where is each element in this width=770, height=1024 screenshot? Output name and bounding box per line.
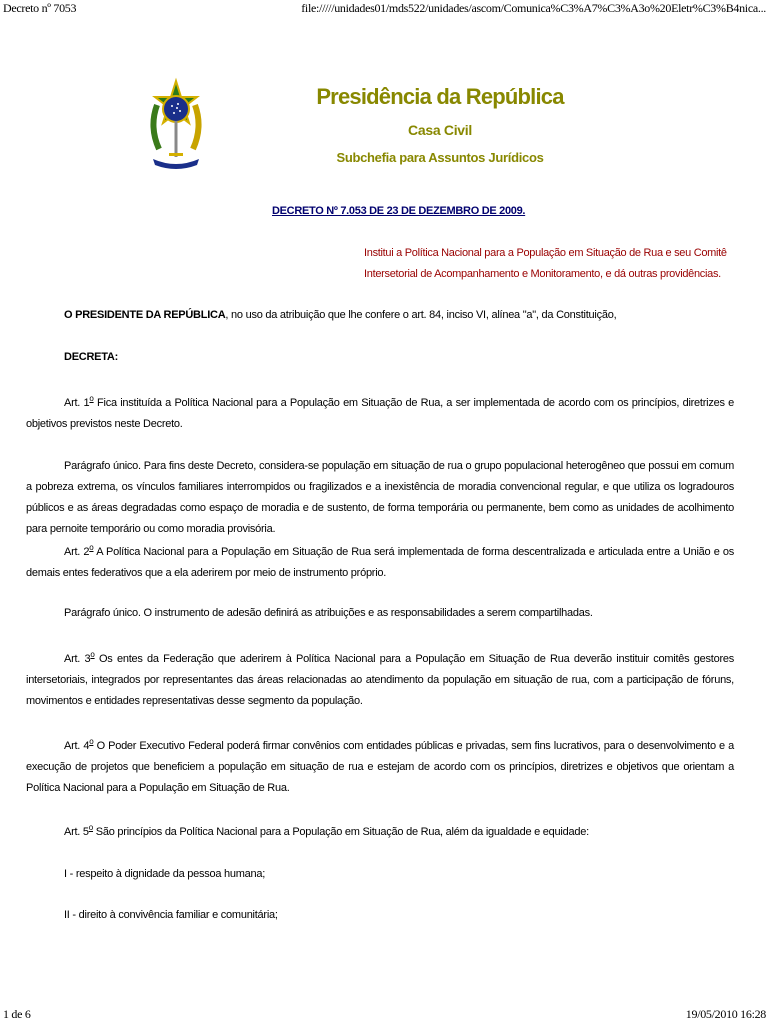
article-number: Art. 4 [64,740,90,752]
principle-item-2: II - direito à convivência familiar e comunitária; [64,909,278,921]
preamble-bold: O PRESIDENTE DA REPÚBLICA [64,309,226,321]
article-number: Art. 2 [64,546,90,558]
ementa: Institui a Política Nacional para a População em Situação de Rua e seu Comitê Intersetorial de Acompanhamento e Monitoramento, e dá outras providências. [364,247,727,280]
article-5 [26,822,734,843]
masthead-department: Subchefia para Assuntos Jurídicos [336,150,544,165]
ordinal-superscript: o [89,737,94,746]
masthead-subtitle: Casa Civil [408,122,472,138]
article-number: Art. 5 [64,826,89,838]
article-2-paragraph: Parágrafo único. O instrumento de adesão definirá as atribuições e as responsabilidades a serem compartilhadas. [64,607,593,619]
ordinal-superscript: o [89,394,94,403]
ordinal-superscript: o [89,543,94,552]
decreta-heading: DECRETA: [64,351,119,363]
article-1-paragraph: Parágrafo único. Para fins deste Decreto, considera-se população em situação de rua o grupo populacional heterogêneo que possui em comum a pobreza extrema, os vínculos familiares interrompidos ou fragilizados e a inexistência de moradia convencional regular, e que utiliza os logradouros públicos e as áreas degradadas como espaço de moradia e de sustento, de forma temporária ou permanente, bem como as unidades de acolhimento para pernoite temporário ou como moradia provisória. [26,460,734,535]
principle-item-1: I - respeito à dignidade da pessoa humana; [64,868,266,880]
page-counter: 1 de 6 [3,1007,31,1021]
article-4 [26,736,734,799]
ordinal-superscript: o [90,650,95,659]
article-3 [26,649,734,712]
browser-header-url: file://///unidades01/mds522/unidades/ascom/Comunica%C3%A7%C3%A3o%20Eletr%C3%B4nica... [301,1,766,15]
article-2 [26,542,734,584]
article-text: Fica instituída a Política Nacional para a População em Situação de Rua, a ser implementada de acordo com os princípios, diretrizes e objetivos previstos neste Decreto. [26,397,734,430]
brazil-coat-of-arms-icon [147,77,205,169]
print-timestamp: 19/05/2010 16:28 [685,1007,766,1021]
article-text: Os entes da Federação que aderirem à Política Nacional para a População em Situação de Rua deverão instituir comitês gestores intersetoriais, integrados por representantes das áreas relacionadas ao atendimento da população em situação de rua, com a participação de fóruns, movimentos e entidades representativas desse segmento da população. [26,653,734,707]
article-number: Art. 1 [64,397,90,409]
article-1 [26,393,734,435]
article-text: O Poder Executivo Federal poderá firmar convênios com entidades públicas e privadas, sem fins lucrativos, para o desenvolvimento e a execução de projetos que beneficiem a população em situação de rua e estejam de acordo com os princípios, diretrizes e objetivos que orientam a Política Nacional para a População em Situação de Rua. [26,740,734,794]
preamble [26,305,734,326]
article-text: A Política Nacional para a População em Situação de Rua será implementada de forma descentralizada e articulada entre a União e os demais entes federativos que a ela aderirem por meio de instrumento próprio. [26,546,734,579]
article-number: Art. 3 [64,653,91,665]
preamble-text: , no uso da atribuição que lhe confere o art. 84, inciso VI, alínea "a", da Constituição, [225,309,617,321]
masthead-title: Presidência da República [316,84,564,109]
decree-title-link[interactable]: DECRETO Nº 7.053 DE 23 DE DEZEMBRO DE 2009. [272,205,526,217]
browser-header-title: Decreto nº 7053 [3,1,77,15]
article-text: São princípios da Política Nacional para a População em Situação de Rua, além da igualdade e equidade: [93,826,589,838]
ordinal-superscript: o [88,823,93,832]
